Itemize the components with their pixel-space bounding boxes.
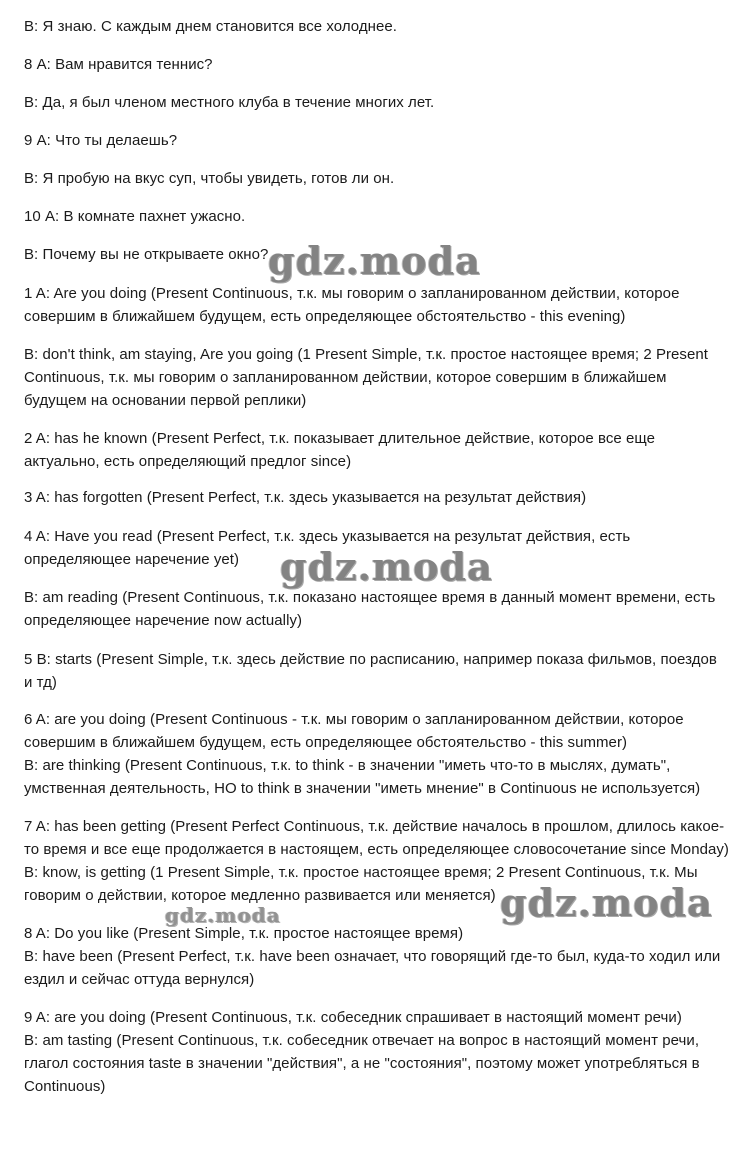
text-line: совершим в ближайшем будущем, есть определяющее обстоятельство - this evening) [24, 308, 626, 325]
text-line: Continuous) [24, 1078, 106, 1095]
watermark: gdz.moda [500, 880, 713, 925]
text-line: В: Я знаю. С каждым днем становится все холоднее. [24, 18, 398, 35]
watermark: gdz.moda [165, 903, 281, 927]
text-line: и тд) [24, 674, 57, 691]
text-line: B: don't think, am staying, Are you going (1 Present Simple, т.к. простое настоящее время; 2 Present [24, 346, 708, 363]
text-line: говорим о действии, которое медленно развивается или меняется) [24, 887, 496, 904]
text-line: глагол состояния taste в значении "действия", а не "состояния", поэтому может употребляться в [24, 1055, 700, 1072]
text-line: B: know, is getting (1 Present Simple, т.к. простое настоящее время; 2 Present Continuous, т.к. Мы [24, 864, 698, 881]
text-line: 6 A: are you doing (Present Continuous - т.к. мы говорим о запланированном действии, которое [24, 711, 684, 728]
text-line: 5 B: starts (Present Simple, т.к. здесь действие по расписанию, например показа фильмов, поездов [24, 651, 717, 668]
text-line: 10 А: В комнате пахнет ужасно. [24, 208, 246, 225]
text-line: определяющее наречение yet) [24, 551, 240, 568]
text-line: 4 A: Have you read (Present Perfect, т.к. здесь указывается на результат действия, есть [24, 528, 631, 545]
text-line: B: am tasting (Present Continuous, т.к. собеседник отвечает на вопрос в настоящий момент речи, [24, 1032, 700, 1049]
text-line: B: am reading (Present Continuous, т.к. показано настоящее время в данный момент времени, есть [24, 589, 716, 606]
text-line: 9 A: are you doing (Present Continuous, т.к. собеседник спрашивает в настоящий момент речи) [24, 1009, 682, 1026]
text-line: совершим в ближайшем будущем, есть определяющее обстоятельство - this summer) [24, 734, 628, 751]
text-line: B: have been (Present Perfect, т.к. have been означает, что говорящий где-то был, куда-то ходил или [24, 948, 721, 965]
text-line: ездил и сейчас оттуда вернулся) [24, 971, 255, 988]
text-line: будущем на основании первой реплики) [24, 392, 307, 409]
text-line: умственная деятельность, НО to think в значении "иметь мнение" в Continuous не используется) [24, 780, 701, 797]
text-line: 2 A: has he known (Present Perfect, т.к. показывает длительное действие, которое все еще [24, 430, 656, 447]
text-line: 8 A: Do you like (Present Simple, т.к. простое настоящее время) [24, 925, 464, 942]
watermark: gdz.moda [268, 238, 481, 283]
text-line: Continuous, т.к. мы говорим о запланированном действии, которое совершим в ближайшем [24, 369, 667, 386]
text-line: 9 А: Что ты делаешь? [24, 132, 178, 149]
text-line: 1 A: Are you doing (Present Continuous, т.к. мы говорим о запланированном действии, которое [24, 285, 680, 302]
text-line: 3 A: has forgotten (Present Perfect, т.к. здесь указывается на результат действия) [24, 489, 587, 506]
text-line: В: Почему вы не открываете окно? [24, 246, 269, 263]
text-line: B: are thinking (Present Continuous, т.к. to think - в значении "иметь что-то в мыслях, думать", [24, 757, 671, 774]
text-line: актуально, есть определяющий предлог since) [24, 453, 352, 470]
text-line: В: Я пробую на вкус суп, чтобы увидеть, готов ли он. [24, 170, 395, 187]
text-line: 8 А: Вам нравится теннис? [24, 56, 213, 73]
text-line: то время и все еще продолжается в настоящем, есть определяющее словосочетание since Monday) [24, 841, 729, 858]
text-line: 7 A: has been getting (Present Perfect Continuous, т.к. действие началось в прошлом, длилось какое- [24, 818, 725, 835]
text-line: В: Да, я был членом местного клуба в течение многих лет. [24, 94, 435, 111]
text-line: определяющее наречение now actually) [24, 612, 303, 629]
watermark: gdz.moda [280, 544, 493, 589]
